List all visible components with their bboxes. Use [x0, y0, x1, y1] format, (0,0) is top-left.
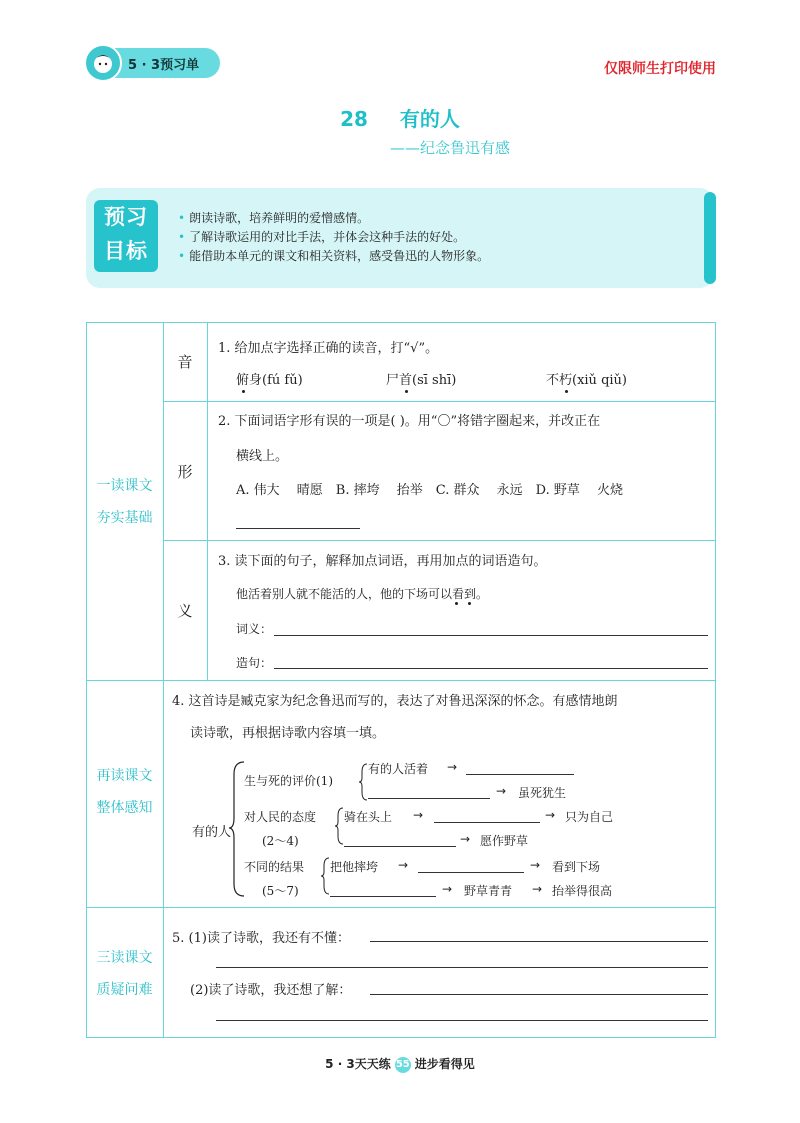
sentence-answer-line[interactable]: [274, 668, 708, 669]
branch-3-label: 不同的结果: [244, 860, 305, 874]
mindmap-root: 有的人: [192, 825, 232, 840]
answer-line[interactable]: [434, 822, 540, 823]
print-restriction-notice: 仅限师生打印使用: [604, 61, 716, 77]
branch-3-bottom-end: 抬举得很高: [552, 884, 613, 898]
question-1-item: 俯身(fú fǔ): [236, 373, 303, 388]
lesson-number: 28: [340, 107, 368, 131]
answer-line[interactable]: [344, 846, 456, 847]
goals-label-line1: 预习: [104, 205, 148, 229]
arrow-icon: →: [447, 760, 458, 774]
table-divider: [163, 540, 716, 541]
emphasis-dot: [455, 602, 458, 605]
arrow-icon: →: [496, 784, 507, 798]
meaning-answer-line[interactable]: [274, 635, 708, 636]
emphasis-dot: [565, 390, 568, 393]
goals-label-line2: 目标: [104, 239, 148, 263]
answer-line[interactable]: [216, 1020, 708, 1021]
meaning-label: 词义：: [236, 622, 273, 636]
goal-item: • 朗读诗歌，培养鲜明的爱憎感情。: [178, 211, 370, 225]
branch-2-label: 对人民的态度: [244, 810, 317, 824]
table-divider: [207, 322, 208, 680]
page-number: 55: [395, 1057, 411, 1073]
branch-3-bottom-mid: 野草青青: [464, 884, 513, 898]
branch-2-top-end: 只为自己: [565, 810, 614, 824]
answer-line[interactable]: [370, 941, 708, 942]
question-3-sentence: 他活着别人就不能活的人，他的下场可以看到。: [236, 587, 489, 601]
answer-line[interactable]: [370, 994, 708, 995]
category-meaning: 义: [177, 602, 193, 620]
goals-label: [94, 200, 158, 272]
arrow-icon: →: [530, 858, 541, 872]
question-1-item: 不朽(xiǔ qiǔ): [546, 373, 627, 388]
section-label-3: 三读课文 质疑问难: [96, 950, 153, 998]
branch-3-range: (5～7): [262, 884, 299, 898]
sentence-label: 造句：: [236, 656, 273, 670]
footer-slogan: 进步看得见: [414, 1057, 475, 1071]
lesson-name: 有的人: [399, 107, 460, 131]
lesson-subtitle: ——纪念鲁迅有感: [390, 139, 511, 157]
question-4-prompt: 4. 这首诗是臧克家为纪念鲁迅而写的，表达了对鲁迅深深的怀念。有感情地朗: [172, 694, 618, 709]
lesson-title: [0, 103, 800, 132]
table-divider: [86, 680, 716, 681]
answer-line[interactable]: [330, 896, 436, 897]
question-1-item: 尸首(sī shī): [386, 373, 457, 388]
branch-2-brace: [334, 806, 344, 846]
branch-2-range: (2～4): [262, 834, 299, 848]
arrow-icon: →: [398, 858, 409, 872]
question-2-options: A. 伟大 晴愿 B. 摔垮 抬举 C. 群众 永远 D. 野草 火烧: [236, 483, 623, 498]
page-footer: [0, 1055, 800, 1073]
question-5-part-1: 5. (1)读了诗歌，我还有不懂：: [172, 931, 350, 946]
goals-list: [178, 209, 489, 266]
branch-3-top: 把他摔垮: [330, 860, 379, 874]
avatar-icon: [84, 44, 122, 82]
answer-line[interactable]: [368, 798, 490, 799]
arrow-icon: →: [442, 882, 453, 896]
category-form: 形: [177, 463, 193, 481]
branch-3-brace: [320, 856, 330, 896]
question-2-prompt-cont: 横线上。: [236, 449, 289, 464]
series-badge-label: 5 · 3预习单: [128, 58, 200, 73]
branch-1-end: 虽死犹生: [518, 786, 567, 800]
question-4-prompt-cont: 读诗歌，再根据诗歌内容填一填。: [190, 726, 386, 741]
question-2-prompt: 2. 下面词语字形有误的一项是( )。用“〇”将错字圈起来，并改正在: [218, 414, 601, 429]
footer-brand: 5 · 3天天练: [325, 1057, 391, 1071]
arrow-icon: →: [413, 808, 424, 822]
section-label-1: 一读课文 夯实基础: [96, 478, 153, 526]
table-divider: [86, 907, 716, 908]
section-label-2: 再读课文 整体感知: [96, 768, 153, 816]
emphasis-dot: [468, 602, 471, 605]
goal-item: • 能借助本单元的课文和相关资料，感受鲁迅的人物形象。: [178, 249, 490, 263]
goal-item: • 了解诗歌运用的对比手法，并体会这种手法的好处。: [178, 230, 466, 244]
emphasis-dot: [405, 390, 408, 393]
emphasis-dot: [242, 390, 245, 393]
branch-1-label: 生与死的评价(1): [244, 774, 333, 788]
arrow-icon: →: [545, 808, 556, 822]
answer-line[interactable]: [466, 774, 574, 775]
branch-1-brace: [358, 762, 368, 802]
answer-line[interactable]: [216, 967, 708, 968]
branch-2-top: 骑在头上: [344, 810, 393, 824]
category-sound: 音: [177, 353, 193, 371]
answer-line[interactable]: [418, 872, 524, 873]
question-5-part-2: (2)读了诗歌，我还想了解：: [190, 983, 352, 998]
question-3-prompt: 3. 读下面的句子，解释加点词语，再用加点的词语造句。: [218, 554, 547, 569]
branch-2-bottom-end: 愿作野草: [480, 834, 529, 848]
answer-line[interactable]: [236, 528, 360, 529]
branch-1-top: 有的人活着: [368, 762, 429, 776]
arrow-icon: →: [532, 882, 543, 896]
arrow-icon: →: [460, 832, 471, 846]
table-divider: [163, 401, 716, 402]
branch-3-top-end: 看到下场: [552, 860, 601, 874]
question-1-prompt: 1. 给加点字选择正确的读音，打“√”。: [218, 341, 439, 356]
goals-panel-edge: [704, 192, 716, 284]
